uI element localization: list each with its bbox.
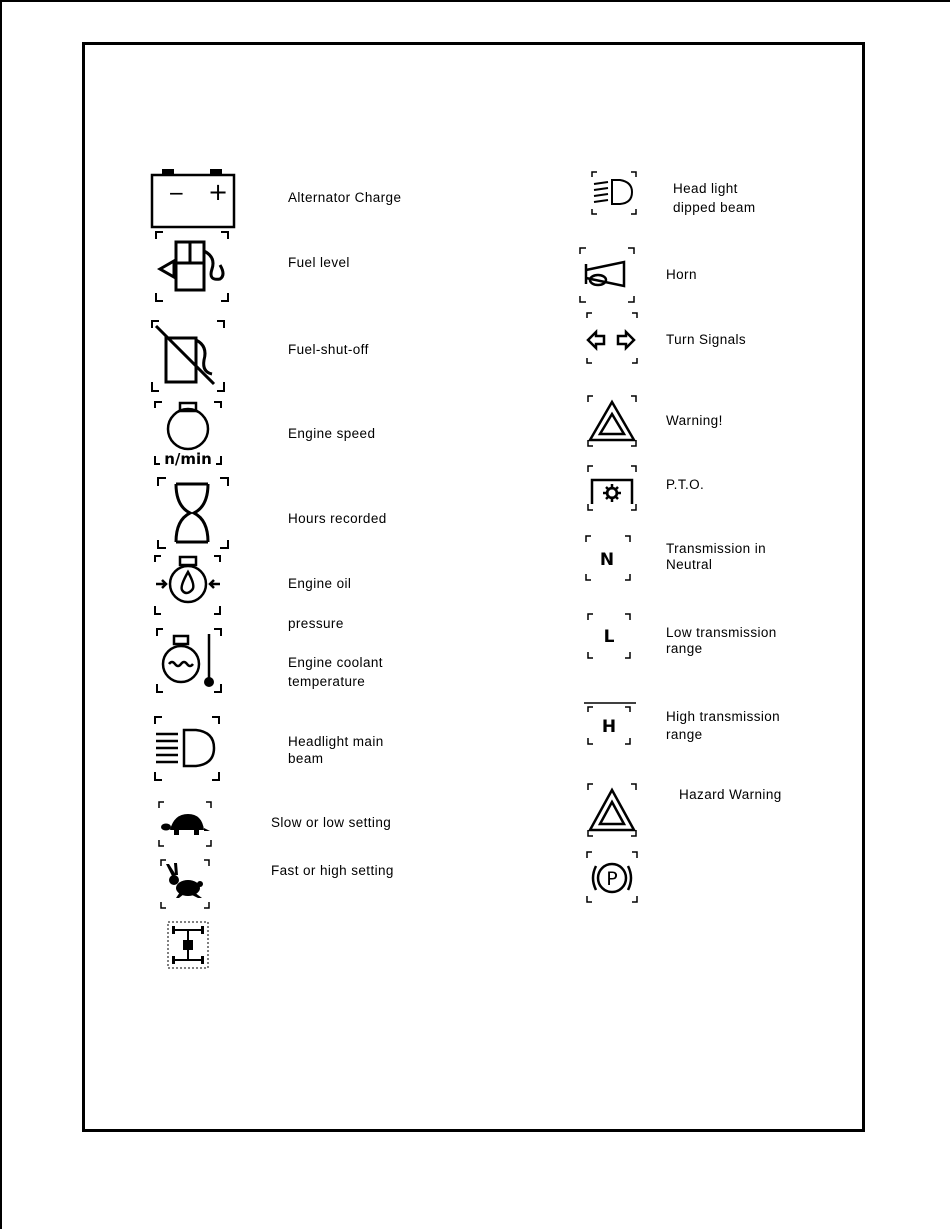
- fuel-level-icon: [154, 229, 230, 305]
- horn-icon: [578, 246, 636, 304]
- turn-signals-icon: [584, 310, 640, 366]
- warning-triangle-icon: [586, 394, 638, 448]
- hourglass-icon: [156, 476, 230, 550]
- fuel-shutoff-label: Fuel-shut-off: [288, 342, 369, 357]
- svg-text:+: +: [208, 178, 229, 206]
- high-range-label-2: range: [666, 727, 703, 742]
- engine-speed-label: Engine speed: [288, 426, 376, 441]
- high-range-label-1: High transmission: [666, 709, 781, 724]
- alternator-label: Alternator Charge: [288, 190, 402, 205]
- neutral-label-2: Neutral: [666, 557, 713, 572]
- headlight-dipped-beam-icon: [590, 170, 638, 216]
- hare-icon: [158, 858, 212, 910]
- dipped-beam-label-2: dipped beam: [673, 200, 756, 215]
- turtle-icon: [156, 800, 214, 848]
- coolant-label-2: temperature: [288, 674, 366, 689]
- engine-oil-icon: [152, 552, 224, 616]
- warning-label: Warning!: [666, 413, 723, 428]
- fuel-shutoff-icon: [150, 318, 226, 394]
- battery-icon: [148, 168, 238, 230]
- main-beam-label-2: beam: [288, 751, 324, 766]
- engine-oil-label-1: Engine oil: [288, 576, 352, 591]
- coolant-temperature-icon: [154, 626, 224, 696]
- neutral-label-1: Transmission in: [666, 541, 767, 556]
- svg-text:−: −: [168, 181, 185, 205]
- rpm-unit: n/min: [164, 450, 212, 468]
- hazard-warning-label: Hazard Warning: [679, 787, 782, 802]
- svg-text:L: L: [603, 627, 615, 647]
- svg-text:H: H: [601, 717, 617, 737]
- svg-text:N: N: [599, 550, 615, 570]
- pto-label: P.T.O.: [666, 477, 705, 492]
- pto-icon: [586, 464, 638, 512]
- coolant-label-1: Engine coolant: [288, 655, 383, 670]
- engine-oil-label-2: pressure: [288, 616, 344, 631]
- slow-setting-label: Slow or low setting: [271, 815, 392, 830]
- high-range-icon: [584, 698, 636, 748]
- low-range-label-1: Low transmission: [666, 625, 777, 640]
- fast-setting-label: Fast or high setting: [271, 863, 394, 878]
- low-range-label-2: range: [666, 641, 703, 656]
- horn-label: Horn: [666, 267, 697, 282]
- dipped-beam-label-1: Head light: [673, 181, 738, 196]
- engine-speed-icon: [152, 398, 224, 466]
- turn-signals-label: Turn Signals: [666, 332, 747, 347]
- main-beam-label-1: Headlight main: [288, 734, 384, 749]
- headlight-main-beam-icon: [152, 714, 222, 782]
- svg-text:P: P: [606, 868, 618, 890]
- differential-lock-icon: [166, 920, 210, 970]
- fuel-level-label: Fuel level: [288, 255, 350, 270]
- parking-brake-icon: [584, 850, 640, 904]
- hazard-warning-icon: [586, 782, 638, 838]
- low-range-icon: [586, 612, 632, 660]
- neutral-icon: [584, 534, 632, 582]
- hours-recorded-label: Hours recorded: [288, 511, 387, 526]
